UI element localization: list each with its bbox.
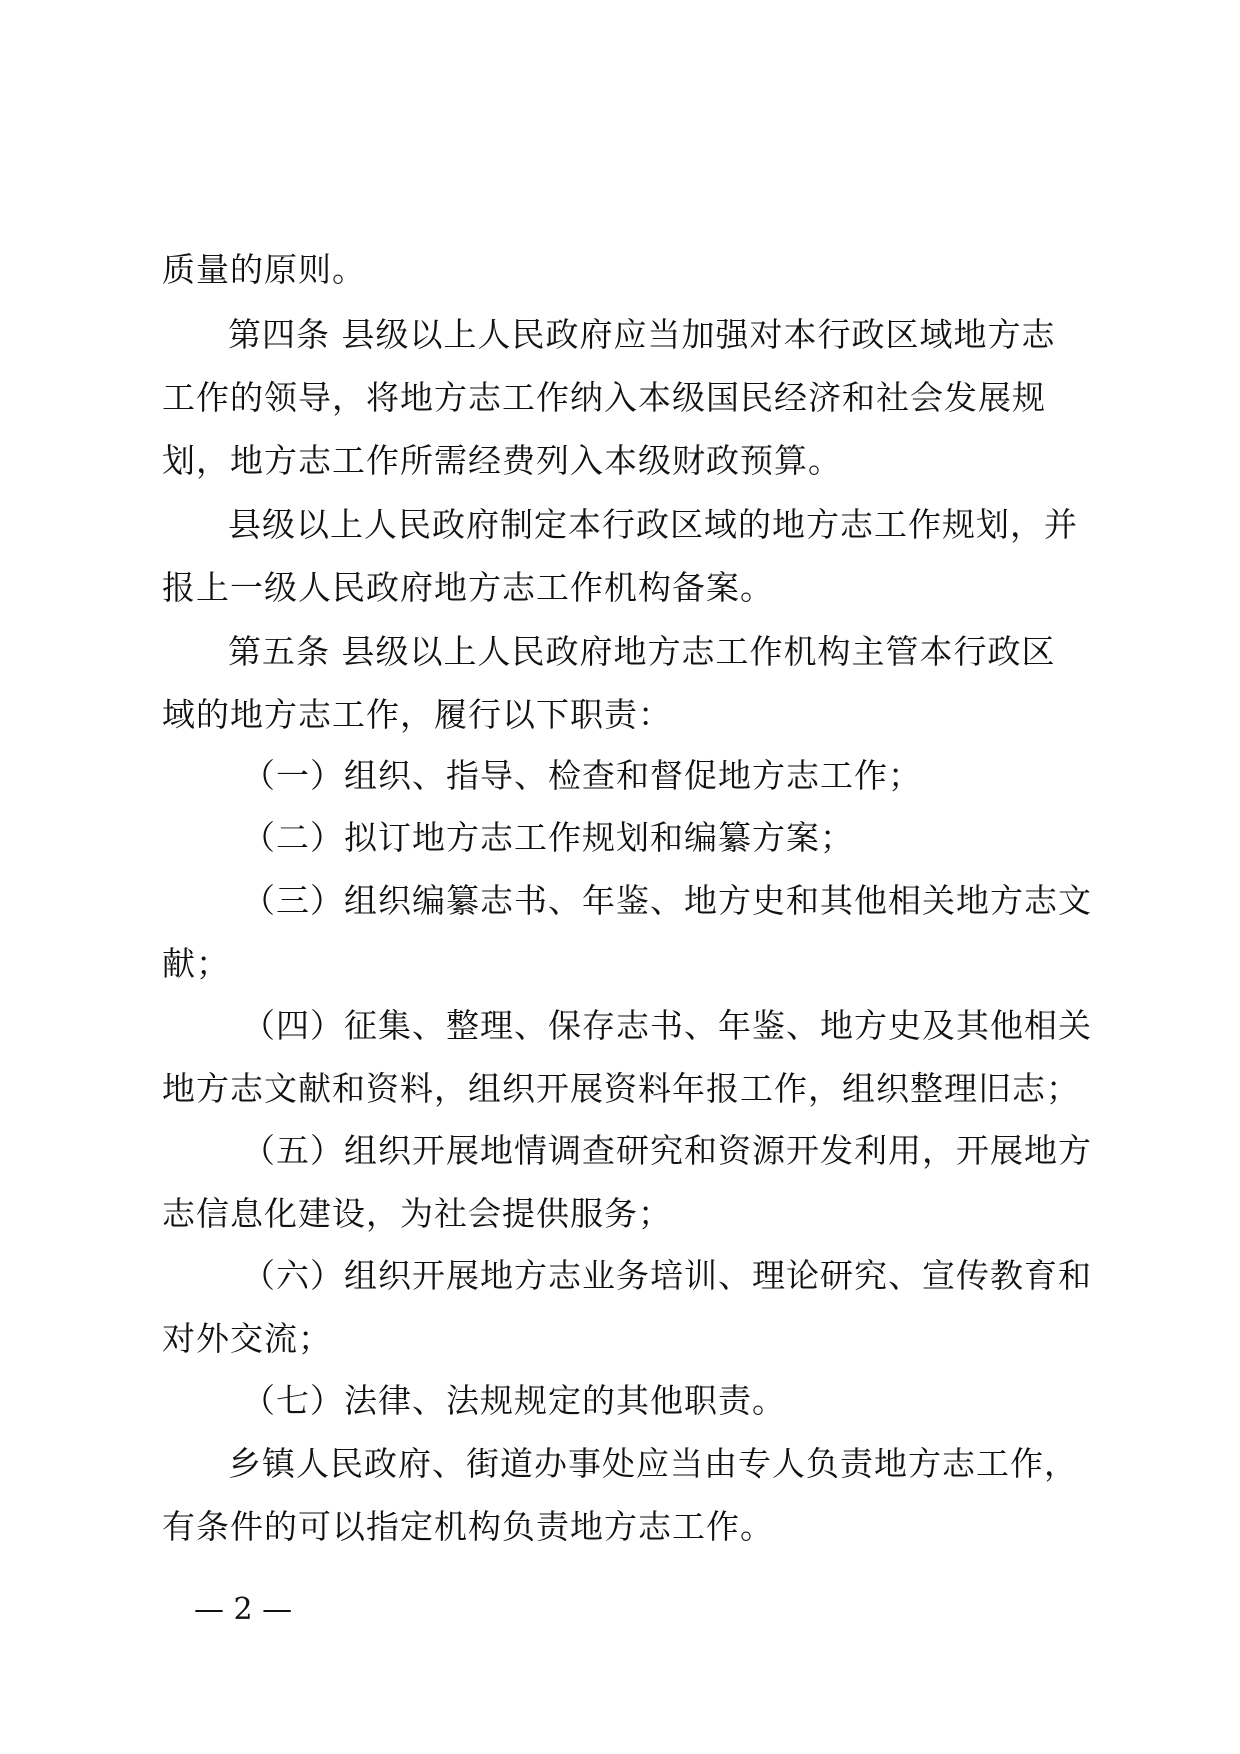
duty-item-3-line-1: （三）组织编纂志书、年鉴、地方史和其他相关地方志文 (242, 881, 1092, 920)
article-4-paragraph-2-line-2: 报上一级人民政府地方志工作机构备案。 (162, 568, 774, 607)
duty-item-5-line-1: （五）组织开展地情调查研究和资源开发利用，开展地方 (242, 1131, 1092, 1170)
duty-item-1: （一）组织、指导、检查和督促地方志工作； (242, 756, 922, 795)
article-5-line-1: 第五条 县级以上人民政府地方志工作机构主管本行政区 (228, 632, 1056, 671)
duty-item-6-line-1: （六）组织开展地方志业务培训、理论研究、宣传教育和 (242, 1256, 1092, 1295)
duty-item-4-line-2: 地方志文献和资料，组织开展资料年报工作，组织整理旧志； (162, 1069, 1080, 1108)
article-4-line-2: 工作的领导，将地方志工作纳入本级国民经济和社会发展规 (162, 378, 1046, 417)
duty-item-3-line-2: 献； (162, 944, 230, 983)
article-4-line-3: 划，地方志工作所需经费列入本级财政预算。 (162, 441, 842, 480)
duty-item-5-line-2: 志信息化建设，为社会提供服务； (162, 1194, 672, 1233)
duty-item-7: （七）法律、法规规定的其他职责。 (242, 1381, 786, 1420)
article-5-line-2: 域的地方志工作，履行以下职责： (162, 695, 672, 734)
duty-item-2: （二）拟订地方志工作规划和编纂方案； (242, 818, 854, 857)
paragraph-line-1: 质量的原则。 (162, 250, 366, 289)
page-number: — 2 — (194, 1592, 293, 1627)
article-4-paragraph-2-line-1: 县级以上人民政府制定本行政区域的地方志工作规划，并 (228, 505, 1078, 544)
article-5-paragraph-2-line-1: 乡镇人民政府、街道办事处应当由专人负责地方志工作， (228, 1444, 1078, 1483)
duty-item-6-line-2: 对外交流； (162, 1319, 332, 1358)
article-5-paragraph-2-line-2: 有条件的可以指定机构负责地方志工作。 (162, 1507, 774, 1546)
duty-item-4-line-1: （四）征集、整理、保存志书、年鉴、地方史及其他相关 (242, 1006, 1092, 1045)
article-4-line-1: 第四条 县级以上人民政府应当加强对本行政区域地方志 (228, 315, 1056, 354)
